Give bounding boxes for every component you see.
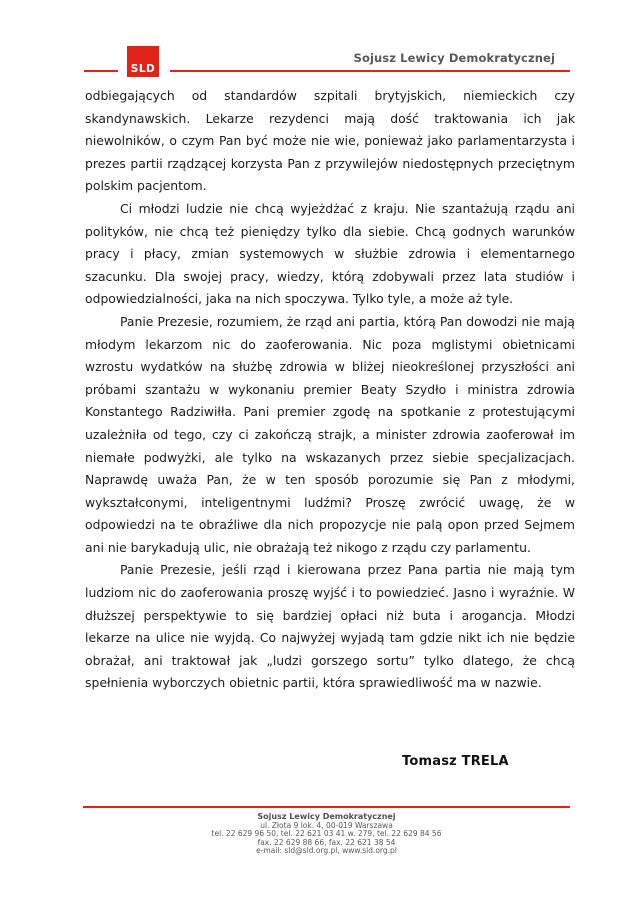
sld-logo: [127, 46, 159, 77]
paragraph: Panie Prezesie, jeśli rząd i kierowana przez Pana partia nie mają tym ludziom nic do zaoferowania proszę wyjść i to powiedzieć. Jasno i wyraźnie. W dłuższej perspektywie to się bardziej opłaci niż buta i arogancja. Młodzi lekarze na ulice nie wyjdą. Co najwyżej wyjadą tam gdzie nikt ich nie będzie obrażał, ani traktował jak „ludzi gorszego sortu” tylko dlatego, że chcą spełnienia wyborczych obietnic partii, która sprawiedliwość ma w nazwie.: [85, 562, 575, 691]
header-rule: [170, 70, 570, 72]
header-left-dash: [84, 70, 118, 72]
paragraph: Ci młodzi ludzie nie chcą wyjeżdżać z kraju. Nie szantażują rządu ani polityków, nie chcą też pieniędzy tylko dla siebie. Chcą godnych warunków pracy i płacy, zmian systemowych w służbie zdrowia i elementarnego szacunku. Dla swojej pracy, wiedzy, którą zdobywali przez lata studiów i odpowiedzialności, jaka na nich spoczywa. Tylko tyle, a może aż tyle.: [85, 200, 575, 307]
paragraph: odbiegających od standardów szpitali brytyjskich, niemieckich czy skandynawskich. Lekarze rezydenci mają dość traktowania ich jak niewolników, o czym Pan być może nie wie, ponieważ jako parlamentarzysta i prezes partii rządzącej korzysta Pan z przywilejów niedostępnych przeciętnym polskim pacjentom.: [85, 88, 575, 194]
letter-body: [85, 85, 575, 774]
footer-org-name: Sojusz Lewicy Demokratycznej: [257, 812, 396, 821]
footer-phones: tel. 22 629 96 50, tel. 22 621 03 41 w. 279, tel. 22 629 84 56: [211, 829, 442, 839]
signature-name: Tomasz TRELA: [402, 754, 509, 770]
footer-faxes: fax. 22 629 88 66, fax. 22 621 38 54: [257, 837, 396, 847]
footer-rule: [83, 806, 570, 808]
page-footer: [83, 806, 570, 856]
header-org-name: Sojusz Lewicy Demokratycznej: [353, 51, 555, 65]
paragraph: Panie Prezesie, rozumiem, że rząd ani partia, którą Pan dowodzi nie mają młodym lekarzom nic do zaoferowania. Nic poza mglistymi obietnicami wzrostu wydatków na służbę zdrowia w bliżej nieokreślonej przyszłości ani próbami szantażu w wykonaniu premier Beaty Szydło i ministra zdrowia Konstantego Radziwiłła. Pani premier zgodę na spotkanie z protestującymi uzależniła od tego, czy ci zakończą strajk, a minister zdrowia zaoferował im niemałe podwyżki, ale tylko na wskazanych przez siebie specjalizacjach. Naprawdę uważa Pan, że w ten sposób porozumie się Pan z młodymi, wykształconymi, inteligentnymi ludźmi? Proszę zwrócić uwagę, że w odpowiedzi na te obraźliwe dla nich propozycje nie palą opon przed Sejmem ani nie barykadują ulic, nie obrażają też nikogo z rządu czy parlamentu.: [85, 313, 575, 555]
footer-address: ul. Złota 9 lok. 4, 00-019 Warszawa: [260, 820, 393, 830]
footer-email-web: e-mail: sld@sld.org.pl, www.sld.org.pl: [256, 846, 397, 856]
sld-logo-text: SLD: [130, 62, 156, 75]
